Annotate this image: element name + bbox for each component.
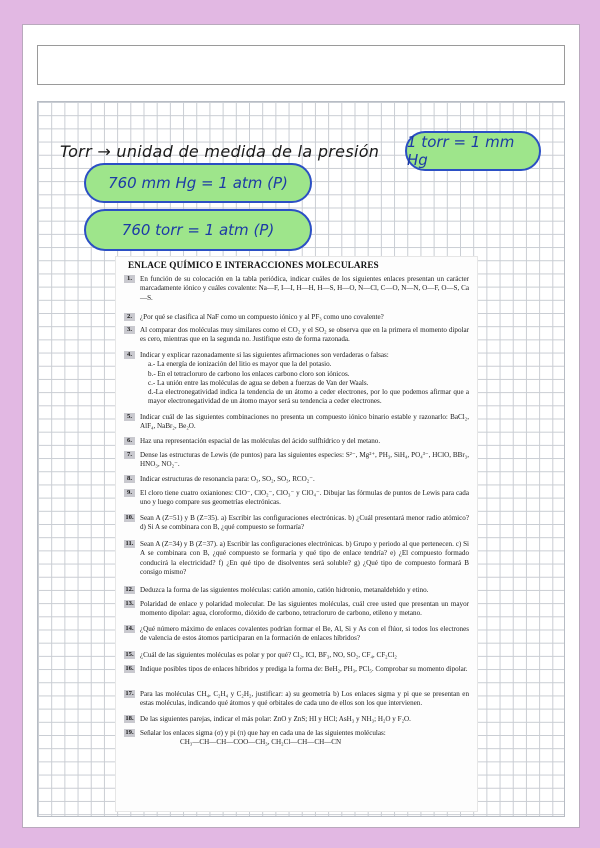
q4-item-c: c.- La unión entre las moléculas de agua se deben a fuerzas de Van der Waals. — [148, 378, 369, 387]
question-11: 11. Sean A (Z=34) y B (Z=37). a) Escribir las configuraciones electrónicas. b) Grupo y periodo al que pertenecen. c) Si A se combinara con B, ¿qué compuesto se formaría y qué tipo de enlace tendría? e) ¿El compuesto formado conducirá la electricidad? f) ¿En qué tipo de disolventes será soluble? g) ¿Qué tipo de compuesto formará B consigo mismo? — [125, 540, 469, 576]
question-14: 14. ¿Qué número máximo de enlaces covalentes podrían formar el Be, Al, Si y As con el flúor, si todos los electrones de valencia de estos átomos participaran en la formación de enlaces híbridos? — [125, 625, 469, 643]
question-10: 10. Sean A (Z=51) y B (Z=35). a) Escribir las configuraciones electrónicas. b) ¿Cuál presentará menor radio atómico? d) Si A se combinara con B, ¿qué compuesto se formaría? — [125, 514, 469, 532]
torr-equivalence-text: 1 torr = 1 mm Hg — [407, 133, 515, 169]
question-1: 1. En función de su colocación en la tabla periódica, indicar cuáles de los siguientes enlaces presentan un carácter marcadamente iónico y cuáles covalente: Na—F, I—I, H—H, H—S, H—O, N—Cl, C—O, N—N, O—F, O—S, Ca—S. — [124, 275, 469, 303]
grid-paper — [37, 101, 565, 817]
torr-equivalence-bubble — [405, 131, 541, 171]
question-13: 13. Polaridad de enlace y polaridad molecular. De las siguientes moléculas, cuál cree usted que presentan un mayor momento dipolar: agua, cloroformo, dióxido de carbono, tetracloruro de carbono, etileno y metano. — [125, 600, 469, 618]
q4-item-b: b.- En el tetracloruro de carbono los enlaces carbono cloro son iónicos. — [148, 369, 350, 378]
title-box — [37, 45, 565, 85]
exercise-title: ENLACE QUÍMICO E INTERACCIONES MOLECULARES — [128, 260, 379, 270]
q4-item-d: d.-La electronegatividad indica la tendencia de un átomo a ceder electrones, por lo que podemos afirmar que a mayor electronegatividad de un átomo mayor será su tendencia a ceder electrones. — [148, 388, 469, 406]
handwritten-note: Torr → unidad de medida de la presión — [60, 142, 380, 161]
printed-exercise-sheet — [116, 257, 477, 811]
question-4: 4. Indicar y explicar razonadamente si las siguientes afirmaciones son verdaderas o falsas: a.- La energía de ionización del litio es mayor que la del potasio. b.- En el tetracloruro de carbono los enlaces carbono cloro son iónicos. c.- La unión entre las moléculas de agua se deben a fuerzas de Van der Waals. d.-La electronegatividad indica la tendencia de un átomo a ceder electrones, por lo que podemos afirmar que a mayor electronegatividad de un átomo mayor será su tendencia a ceder electrones. — [124, 351, 469, 407]
question-15: 15. ¿Cuál de las siguientes moléculas es polar y por qué? Cl₂, ICl, BF₃, NO, SO₂, CF₄, CF₂Cl₂ — [125, 651, 397, 659]
question-9: 9. El cloro tiene cuatro oxianiones: ClO⁻, ClO₂⁻, ClO₃⁻ y ClO₄⁻. Dibujar las fórmulas de puntos de Lewis para cada uno y luego compare sus geometrías electrónicas. — [124, 489, 469, 508]
question-3: 3. Al comparar dos moléculas muy similares como el CO₂ y el SO₂ se observa que en la primera el momento dipolar es cero, mientras que en la segunda no. Justifique esto de forma razonada. — [124, 326, 469, 345]
q19-formula: CH₃—CH—CH—COO—CH₃, CH₂Cl—CH—CH—CN — [180, 738, 342, 747]
mmhg-atm-bubble — [84, 163, 312, 203]
question-6: 6. Haz una representación espacial de las moléculas del ácido sulfhídrico y del metano. — [124, 437, 469, 446]
q4-item-a: a.- La energía de ionización del litio es mayor que la del potasio. — [148, 360, 332, 369]
torr-atm-bubble — [84, 209, 312, 251]
question-17: 17. Para las moléculas CH₄, C₂H₄ y C₂H₂, justificar: a) su geometría b) Los enlaces sigma y pi que se presentan en estas moléculas, indicando qué átomos y qué orbitales de cada uno de ellos son los que intervienen. — [125, 690, 469, 708]
question-18: 18. De las siguientes parejas, indicar el más polar: ZnO y ZnS; HI y HCl; AsH₃ y NH₃; H₂O y F₂O. — [125, 715, 411, 723]
question-2: 2. ¿Por qué se clasifica al NaF como un compuesto iónico y al PF₃ como uno covalente? — [124, 313, 469, 322]
question-7: 7. Dense las estructuras de Lewis (de puntos) para las siguientes especies: S²⁻, Mg²⁺, PH₃, SiH₄, PO₄³⁻, HClO, BBr₃, HNO₃, NO₂⁻. — [124, 451, 469, 470]
question-19: 19. Señalar los enlaces sigma (σ) y pi (π) que hay en cada una de las siguientes moléculas: CH₃—CH—CH—COO—CH₃, CH₂Cl—CH—CH—CN — [124, 729, 469, 748]
mmhg-atm-text: 760 mm Hg = 1 atm (P) — [108, 174, 288, 192]
question-5: 5. Indicar cuál de las siguientes combinaciones no presenta un compuesto iónico binario estable y razonarlo: BaCl₂, AlF₄, NaBr₂, Be₂O. — [124, 413, 469, 432]
worksheet-sheet — [22, 24, 580, 828]
question-12: 12. Deduzca la forma de las siguientes moléculas: catión amonio, catión hidronio, metanaldehído y etino. — [125, 586, 429, 594]
question-16: 16. Indique posibles tipos de enlaces híbridos y prediga la forma de: BeH₂, PH₃, PCl₅. Comprobar su momento dipolar. — [125, 665, 468, 673]
torr-atm-text: 760 torr = 1 atm (P) — [121, 221, 275, 239]
question-8: 8. Indicar estructuras de resonancia para: O₃, SO₂, SO₃, RCO₂⁻. — [124, 475, 469, 484]
